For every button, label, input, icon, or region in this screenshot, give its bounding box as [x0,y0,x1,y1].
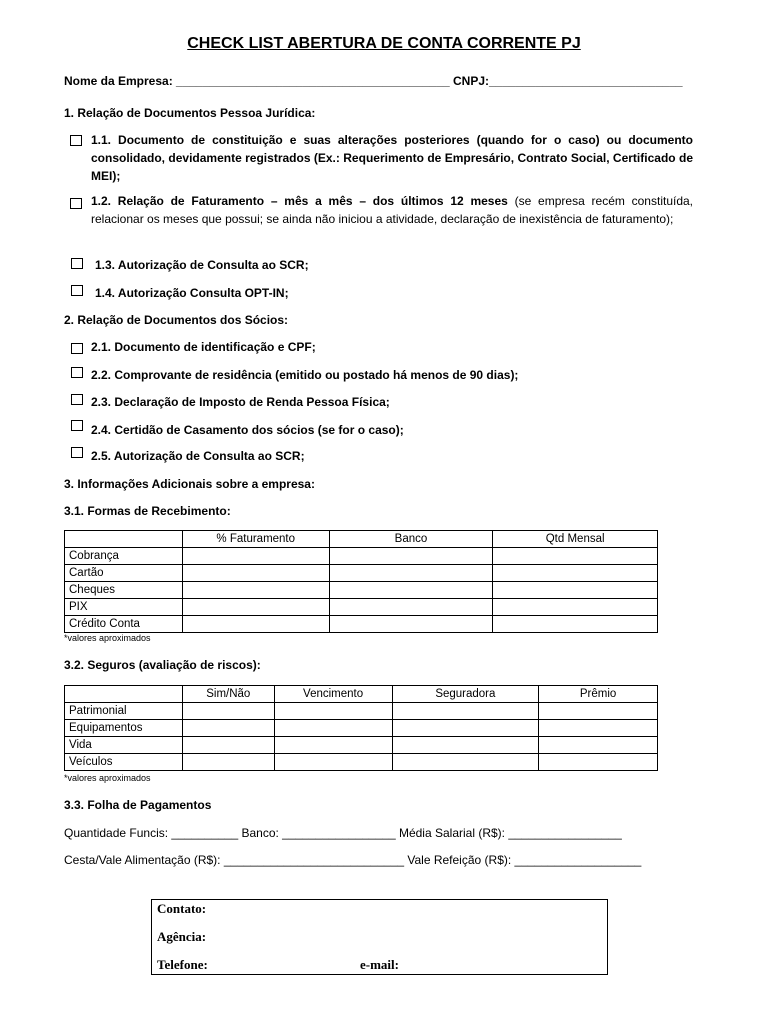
payroll-line-2: Cesta/Vale Alimentação (R$): ___________________________ Vale Refeição (R$): ___________________ [64,853,642,867]
item-2-1: 2.1. Documento de identificação e CPF; [91,340,316,354]
table-cell[interactable] [392,720,539,737]
item-1-2-rest: (se empresa recém constituída, relacionar os meses que possui; se ainda não iniciou a atividade, declaração de inexistência de faturamento); [91,194,694,226]
contact-box [151,899,608,975]
table-cell[interactable] [539,703,658,720]
checkbox-2-2[interactable] [71,367,83,378]
table-cell[interactable] [329,565,493,582]
table-row [65,582,658,599]
table-row [65,720,658,737]
table-cell[interactable] [493,582,658,599]
checkbox-2-3[interactable] [71,394,83,405]
agency-label: Agência: [157,929,207,944]
table-cell[interactable] [182,703,274,720]
insurance-table [64,685,658,771]
item-1-1: 1.1. Documento de constituição e suas alterações posteriores (quando for o caso) ou documento consolidado, devidamente registrados (Ex.: Requerimento de Empresário, Contrato Social, Certificado de MEI); [91,133,693,183]
section2-title: 2. Relação de Documentos dos Sócios: [64,313,289,327]
section3-3-title: 3.3. Folha de Pagamentos [64,798,212,812]
row-label: Cheques [65,582,183,599]
checkbox-2-4[interactable] [71,420,83,431]
table-corner-cell [65,686,183,703]
row-label: Vida [65,737,183,754]
table-row [65,754,658,771]
table-cell[interactable] [539,737,658,754]
table-row [65,616,658,633]
row-label: Cartão [65,565,183,582]
item-1-3: 1.3. Autorização de Consulta ao SCR; [95,258,309,272]
item-2-4: 2.4. Certidão de Casamento dos sócios (se for o caso); [91,423,404,437]
table-cell[interactable] [392,737,539,754]
item-2-3: 2.3. Declaração de Imposto de Renda Pessoa Física; [91,395,390,409]
company-header-line: Nome da Empresa: _________________________________________ CNPJ:_____________________________ [64,74,683,88]
column-header: % Faturamento [182,531,329,548]
table-cell[interactable] [329,599,493,616]
table-cell[interactable] [274,703,392,720]
column-header: Banco [329,531,493,548]
checkbox-1-1[interactable] [70,135,82,146]
section3-title: 3. Informações Adicionais sobre a empresa: [64,477,315,491]
checkbox-2-1[interactable] [71,343,83,354]
table-cell[interactable] [274,720,392,737]
item-1-2 [91,192,693,228]
table-cell[interactable] [329,548,493,565]
table-row [65,565,658,582]
column-header: Qtd Mensal [493,531,658,548]
table-cell[interactable] [493,616,658,633]
table-cell[interactable] [182,737,274,754]
email-label: e-mail: [360,957,399,972]
table-cell[interactable] [329,582,493,599]
table-cell[interactable] [182,616,329,633]
item-1-2-bold: 1.2. Relação de Faturamento – mês a mês – dos últimos 12 meses [91,194,508,208]
table-row [65,599,658,616]
table-cell[interactable] [182,565,329,582]
checkbox-2-5[interactable] [71,447,83,458]
column-header: Sim/Não [182,686,274,703]
receipts-table [64,530,658,633]
footnote-approx-1: *valores aproximados [64,633,151,643]
row-label: Veículos [65,754,183,771]
table-cell[interactable] [392,703,539,720]
table-header-row [65,686,658,703]
table-cell[interactable] [274,737,392,754]
item-1-4: 1.4. Autorização Consulta OPT-IN; [95,286,289,300]
footnote-approx-2: *valores aproximados [64,773,151,783]
payroll-line-1: Quantidade Funcis: __________ Banco: _________________ Média Salarial (R$): _________________ [64,826,622,840]
section3-1-title: 3.1. Formas de Recebimento: [64,504,231,518]
row-label: Equipamentos [65,720,183,737]
table-cell[interactable] [182,582,329,599]
column-header: Seguradora [392,686,539,703]
table-cell[interactable] [493,565,658,582]
item-2-5: 2.5. Autorização de Consulta ao SCR; [91,449,305,463]
table-cell[interactable] [274,754,392,771]
section3-2-title: 3.2. Seguros (avaliação de riscos): [64,658,261,672]
table-cell[interactable] [182,754,274,771]
column-header: Prêmio [539,686,658,703]
row-label: Crédito Conta [65,616,183,633]
table-cell[interactable] [182,548,329,565]
table-corner-cell [65,531,183,548]
table-cell[interactable] [182,720,274,737]
contact-label: Contato: [157,901,207,916]
table-cell[interactable] [392,754,539,771]
table-row [65,703,658,720]
table-cell[interactable] [539,754,658,771]
table-cell[interactable] [329,616,493,633]
checkbox-1-4[interactable] [71,285,83,296]
item-2-2: 2.2. Comprovante de residência (emitido ou postado há menos de 90 dias); [91,368,519,382]
row-label: PIX [65,599,183,616]
phone-label: Telefone: [157,957,208,972]
table-header-row [65,531,658,548]
table-cell[interactable] [493,599,658,616]
table-cell[interactable] [539,720,658,737]
row-label: Patrimonial [65,703,183,720]
column-header: Vencimento [274,686,392,703]
table-row [65,737,658,754]
table-row [65,548,658,565]
table-cell[interactable] [182,599,329,616]
row-label: Cobrança [65,548,183,565]
page-title: CHECK LIST ABERTURA DE CONTA CORRENTE PJ [187,35,581,52]
checkbox-1-3[interactable] [71,258,83,269]
checkbox-1-2[interactable] [70,198,82,209]
section1-title: 1. Relação de Documentos Pessoa Jurídica: [64,106,316,120]
table-cell[interactable] [493,548,658,565]
